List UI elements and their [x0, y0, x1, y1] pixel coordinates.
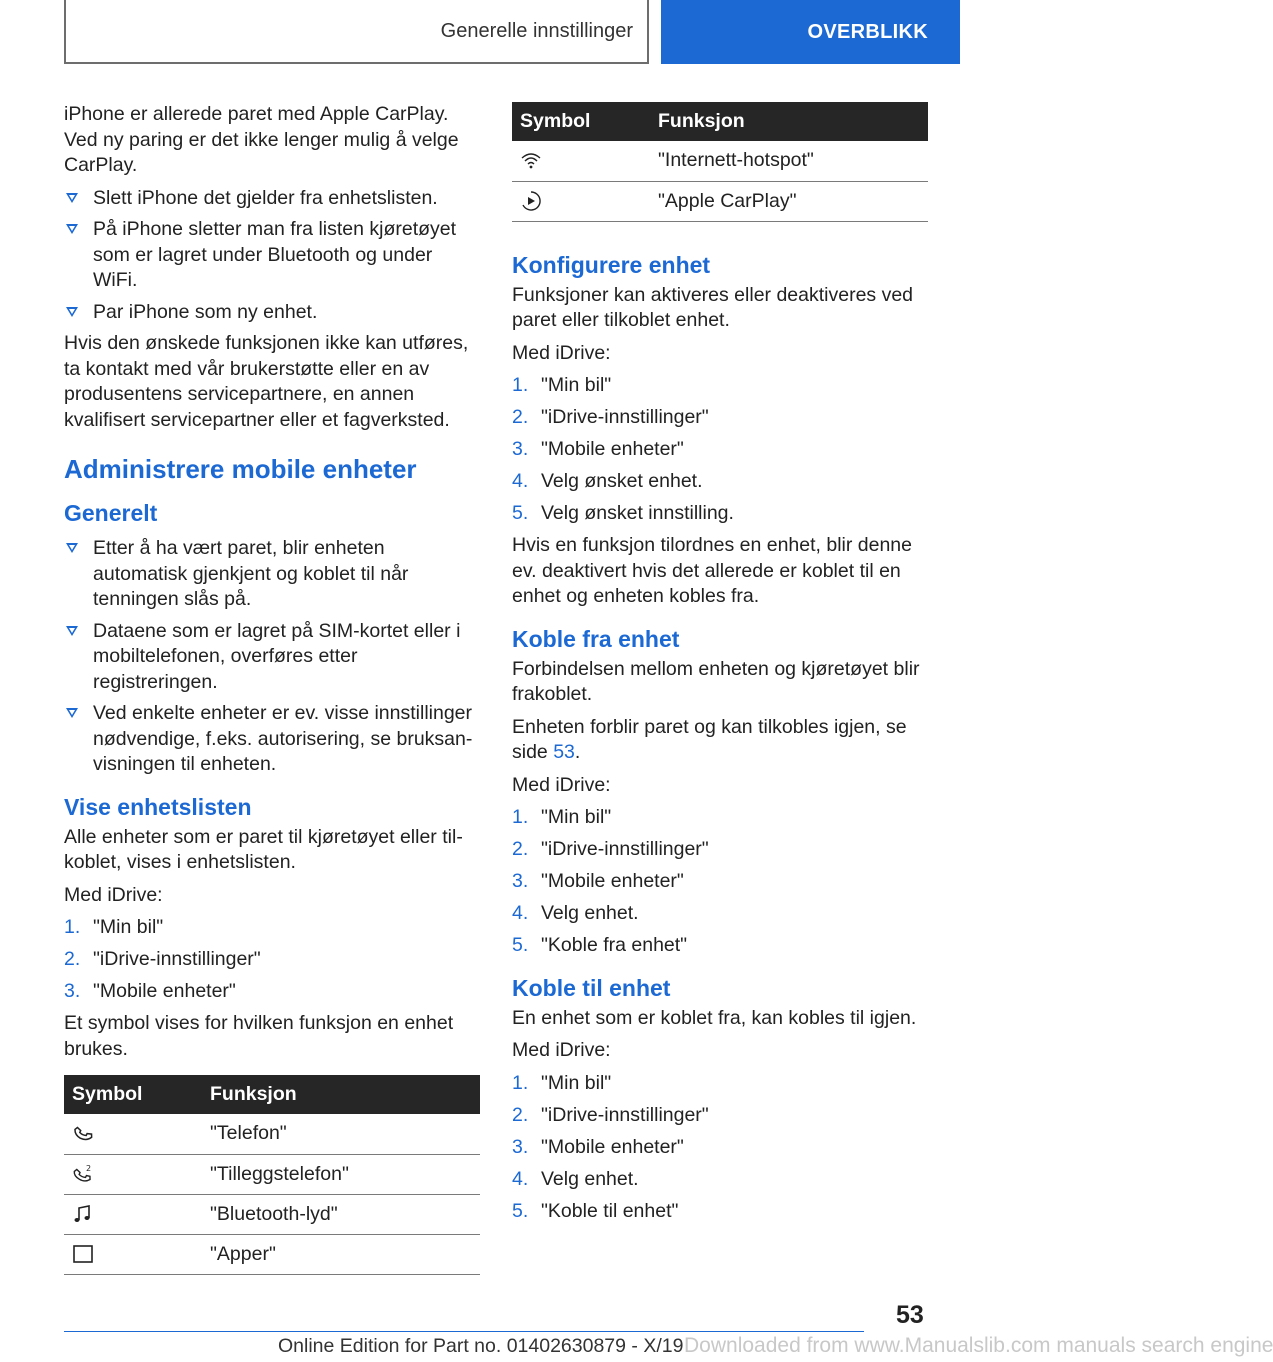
apps-icon — [72, 1243, 94, 1265]
function-column-header: Funksjon — [202, 1075, 480, 1114]
bullet-triangle-icon — [66, 307, 78, 317]
list-item: Dataene som er lagret på SIM-kortet eller i mobiltelefonen, overføres etter registreringen. — [64, 619, 480, 696]
list-item: 3. "Mobile enheter" — [512, 438, 684, 460]
edition-footer: Online Edition for Part no. 01402630879 - X/19 — [278, 1335, 684, 1357]
list-item: 1. "Min bil" — [512, 374, 612, 396]
page-header — [0, 0, 960, 66]
page-number: 53 — [896, 1301, 924, 1329]
idrive-label: Med iDrive: — [512, 773, 611, 796]
bullet-triangle-icon — [66, 224, 78, 234]
list-item: 4. Velg enhet. — [512, 902, 639, 924]
reconnect-paragraph: Enheten forblir paret og kan tilkobles igjen, se side 53. — [512, 715, 907, 763]
symbol-paragraph: Et symbol vises for hvilken funksjon en enhet brukes. — [64, 1012, 454, 1060]
idrive-label: Med iDrive: — [512, 341, 611, 364]
list-item: 5. "Koble fra enhet" — [512, 934, 688, 956]
list-item: 4. Velg enhet. — [512, 1167, 639, 1190]
disconnect-device-heading: Koble fra enhet — [512, 625, 680, 652]
overview-tab[interactable]: OVERBLIKK — [661, 0, 960, 64]
function-label: "Telefon" — [202, 1114, 480, 1154]
manage-devices-heading: Administrere mobile enheter — [64, 454, 417, 484]
symbol-table-continued — [512, 102, 928, 222]
table-row — [512, 141, 928, 181]
device-list-steps — [64, 915, 480, 1005]
wifi-hotspot-icon — [520, 150, 542, 172]
idrive-label: Med iDrive: — [512, 1039, 611, 1061]
right-column — [512, 102, 928, 1231]
page-reference-link[interactable]: 53 — [553, 741, 575, 763]
list-item: 1. "Min bil" — [512, 806, 612, 828]
phone-icon — [72, 1123, 94, 1145]
left-column — [64, 102, 480, 1275]
idrive-label: Med iDrive: — [64, 883, 163, 906]
configure-device-heading: Konfigurere enhet — [512, 251, 711, 278]
function-label: "Bluetooth-lyd" — [202, 1194, 480, 1234]
bullet-triangle-icon — [66, 626, 78, 636]
list-item: Etter å ha vært paret, blir enheten automatisk gjenkjent og koblet til når tenningen slås på. — [64, 536, 480, 613]
carplay-steps-list — [64, 186, 480, 326]
list-item: 3. "Mobile enheter" — [64, 980, 236, 1002]
table-header-row — [512, 102, 928, 141]
device-list-heading: Vise enhetslisten — [64, 793, 252, 820]
support-paragraph: Hvis den ønskede funksjonen ikke kan utføres, ta kontakt med vår brukerstøtte eller en av produsentens servicepartnere, en annen kvalifisert servicepartner eller et fagverksted. — [64, 332, 469, 431]
watermark: Downloaded from www.Manualslib.com manuals search engine — [684, 1334, 1273, 1357]
function-label: "Apper" — [202, 1234, 480, 1274]
list-item: 2. "iDrive-innstillinger" — [512, 838, 709, 860]
function-column-header: Funksjon — [650, 102, 928, 141]
list-item: 2. "iDrive-innstillinger" — [64, 948, 261, 970]
footer-divider — [64, 1331, 864, 1332]
bullet-triangle-icon — [66, 543, 78, 553]
connect-device-heading: Koble til enhet — [512, 974, 671, 1001]
list-item: Ved enkelte enheter er ev. visse innstillinger nødvendige, f.eks. autorisering, se bruksanvisningen til enheten. — [64, 701, 480, 778]
connect-steps — [512, 1071, 928, 1225]
device-list-paragraph: Alle enheter som er paret til kjøretøyet eller tilkoblet, vises i enhetslisten. — [64, 825, 463, 873]
table-header-row — [64, 1075, 480, 1114]
additional-phone-icon — [72, 1163, 94, 1185]
list-item: 2. "iDrive-innstillinger" — [512, 406, 709, 428]
disconnect-paragraph: Forbindelsen mellom enheten og kjøretøyet blir frakoblet. — [512, 657, 920, 705]
function-label: "Apple CarPlay" — [650, 181, 928, 221]
disconnect-steps — [512, 805, 928, 959]
bullet-triangle-icon — [66, 193, 78, 203]
intro-paragraph: iPhone er allerede paret med Apple CarPlay. Ved ny paring er det ikke lenger mulig å velge CarPlay. — [64, 103, 459, 176]
connect-paragraph: En enhet som er koblet fra, kan kobles til igjen. — [512, 1006, 917, 1029]
list-item: 5. Velg ønsket innstilling. — [512, 502, 734, 524]
table-row — [64, 1234, 480, 1274]
list-item: 3. "Mobile enheter" — [512, 1135, 684, 1158]
list-item: 2. "iDrive-innstillinger" — [512, 1103, 709, 1126]
general-heading: Generelt — [64, 500, 158, 526]
list-item: Par iPhone som ny enhet. — [64, 300, 480, 326]
symbol-column-header: Symbol — [64, 1075, 202, 1114]
carplay-icon — [520, 190, 542, 212]
table-row — [64, 1154, 480, 1194]
list-item: På iPhone sletter man fra listen kjøretøyet som er lagret under Bluetooth og under WiFi. — [64, 217, 480, 294]
list-item: 4. Velg ønsket enhet. — [512, 470, 703, 492]
list-item: 5. "Koble til enhet" — [512, 1199, 679, 1222]
svg-text:2: 2 — [86, 1164, 92, 1174]
function-label: "Tilleggstelefon" — [202, 1154, 480, 1194]
bullet-triangle-icon — [66, 708, 78, 718]
list-item: 3. "Mobile enheter" — [512, 870, 684, 892]
configure-note: Hvis en funksjon tilordnes en enhet, blir denne ev. deaktivert hvis det allerede er koblet til en enhet og enheten kobles fra. — [512, 534, 912, 607]
configure-steps — [512, 373, 928, 527]
configure-paragraph: Funksjoner kan aktiveres eller deaktiveres ved paret eller tilkoblet enhet. — [512, 283, 914, 331]
table-row — [64, 1194, 480, 1234]
table-row — [512, 181, 928, 221]
list-item: Slett iPhone det gjelder fra enhetslisten. — [64, 186, 480, 212]
music-note-icon — [72, 1203, 94, 1225]
general-list — [64, 536, 480, 778]
symbol-table — [64, 1075, 480, 1275]
section-title: Generelle innstillinger — [64, 0, 649, 64]
table-row — [64, 1114, 480, 1154]
list-item: 1. "Min bil" — [512, 1071, 612, 1094]
function-label: "Internett-hotspot" — [650, 141, 928, 181]
list-item: 1. "Min bil" — [64, 916, 164, 938]
symbol-column-header: Symbol — [512, 102, 650, 141]
